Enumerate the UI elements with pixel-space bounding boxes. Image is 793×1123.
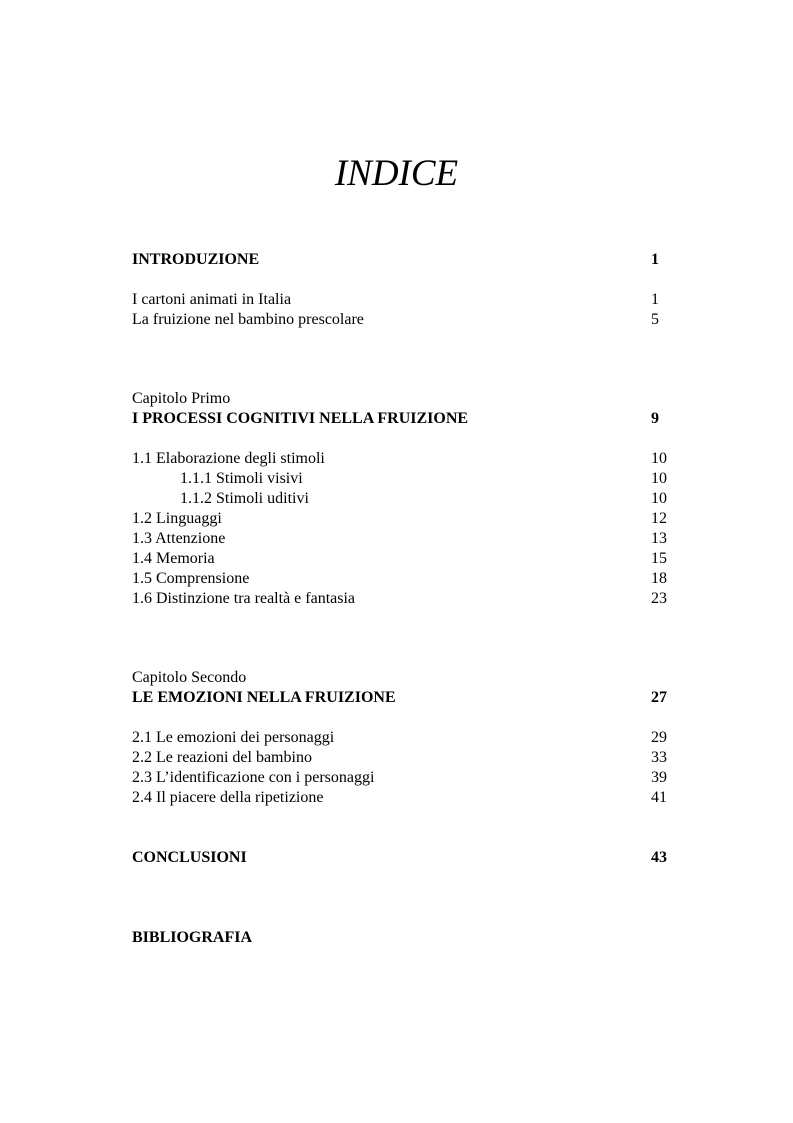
toc-entry-1-1 (132, 449, 672, 469)
toc-entry-1-6 (132, 589, 672, 609)
toc-entry-label: 1.3 Attenzione (132, 530, 226, 547)
toc-entry-label: La fruizione nel bambino prescolare (132, 311, 364, 328)
chapter-title-2 (132, 688, 672, 708)
toc-entry-page: 9 (651, 410, 659, 427)
toc-entry-label: 1.5 Comprensione (132, 570, 250, 587)
toc-entry-label: I cartoni animati in Italia (132, 291, 292, 308)
toc-entry-page: 41 (651, 789, 667, 806)
toc-entry-label: CONCLUSIONI (132, 849, 247, 866)
toc-entry-page: 23 (651, 590, 667, 607)
toc-entry-1-1-2 (132, 489, 672, 509)
toc-entry-label: INTRODUZIONE (132, 251, 260, 268)
toc-entry-page: 39 (651, 769, 667, 786)
toc-entry-page: 15 (651, 550, 667, 567)
chapter-label: Capitolo Primo (132, 390, 231, 407)
toc-entry-1-1-1 (132, 469, 672, 489)
toc-entry-label: 2.2 Le reazioni del bambino (132, 749, 312, 766)
toc-entry-2-3 (132, 768, 672, 788)
toc-entry-bibliografia (132, 928, 672, 948)
chapter-label: Capitolo Secondo (132, 669, 247, 686)
toc-entry-label: I PROCESSI COGNITIVI NELLA FRUIZIONE (132, 410, 469, 427)
toc-entry-1-5 (132, 569, 672, 589)
toc-entry-label: LE EMOZIONI NELLA FRUIZIONE (132, 689, 396, 706)
toc-entry-page: 10 (651, 490, 667, 507)
toc-entry-label: 1.1.2 Stimoli uditivi (180, 490, 309, 507)
chapter-label-1 (132, 389, 672, 409)
toc-entry-label: 1.1 Elaborazione degli stimoli (132, 450, 325, 467)
toc-entry-label: 1.1.1 Stimoli visivi (180, 470, 303, 487)
toc-entry-1-4 (132, 549, 672, 569)
toc-entry-page: 29 (651, 729, 667, 746)
toc-entry-page: 1 (651, 291, 659, 308)
toc-entry-page: 18 (651, 570, 667, 587)
toc-entry-page: 10 (651, 450, 667, 467)
toc-entry-page: 5 (651, 311, 659, 328)
toc-entry-page: 13 (651, 530, 667, 547)
toc-entry-1-2 (132, 509, 672, 529)
toc-entry-label: BIBLIOGRAFIA (132, 929, 253, 946)
toc-entry-2-2 (132, 748, 672, 768)
toc-entry-label: 1.6 Distinzione tra realtà e fantasia (132, 590, 356, 607)
toc-entry-page: 27 (651, 689, 667, 706)
toc-entry-label: 1.4 Memoria (132, 550, 215, 567)
toc-entry-2-1 (132, 728, 672, 748)
chapter-title-1 (132, 409, 672, 429)
toc-entry-label: 2.4 Il piacere della ripetizione (132, 789, 324, 806)
toc-entry-page: 43 (651, 849, 667, 866)
toc-entry-label: 2.1 Le emozioni dei personaggi (132, 729, 335, 746)
toc-entry-fruizione-bambino (132, 310, 672, 330)
toc-entry-cartoni (132, 290, 672, 310)
page-title: INDICE (334, 153, 459, 194)
toc-entry-label: 1.2 Linguaggi (132, 510, 222, 527)
toc-entry-page: 10 (651, 470, 667, 487)
toc-entry-page: 1 (651, 251, 659, 268)
toc-entry-page: 33 (651, 749, 667, 766)
chapter-label-2 (132, 668, 672, 688)
toc-entry-1-3 (132, 529, 672, 549)
toc-entry-label: 2.3 L’identificazione con i personaggi (132, 769, 375, 786)
toc-entry-introduzione (132, 250, 672, 270)
toc-entry-2-4 (132, 788, 672, 808)
toc-entry-conclusioni (132, 848, 672, 868)
toc-entry-page: 12 (651, 510, 667, 527)
